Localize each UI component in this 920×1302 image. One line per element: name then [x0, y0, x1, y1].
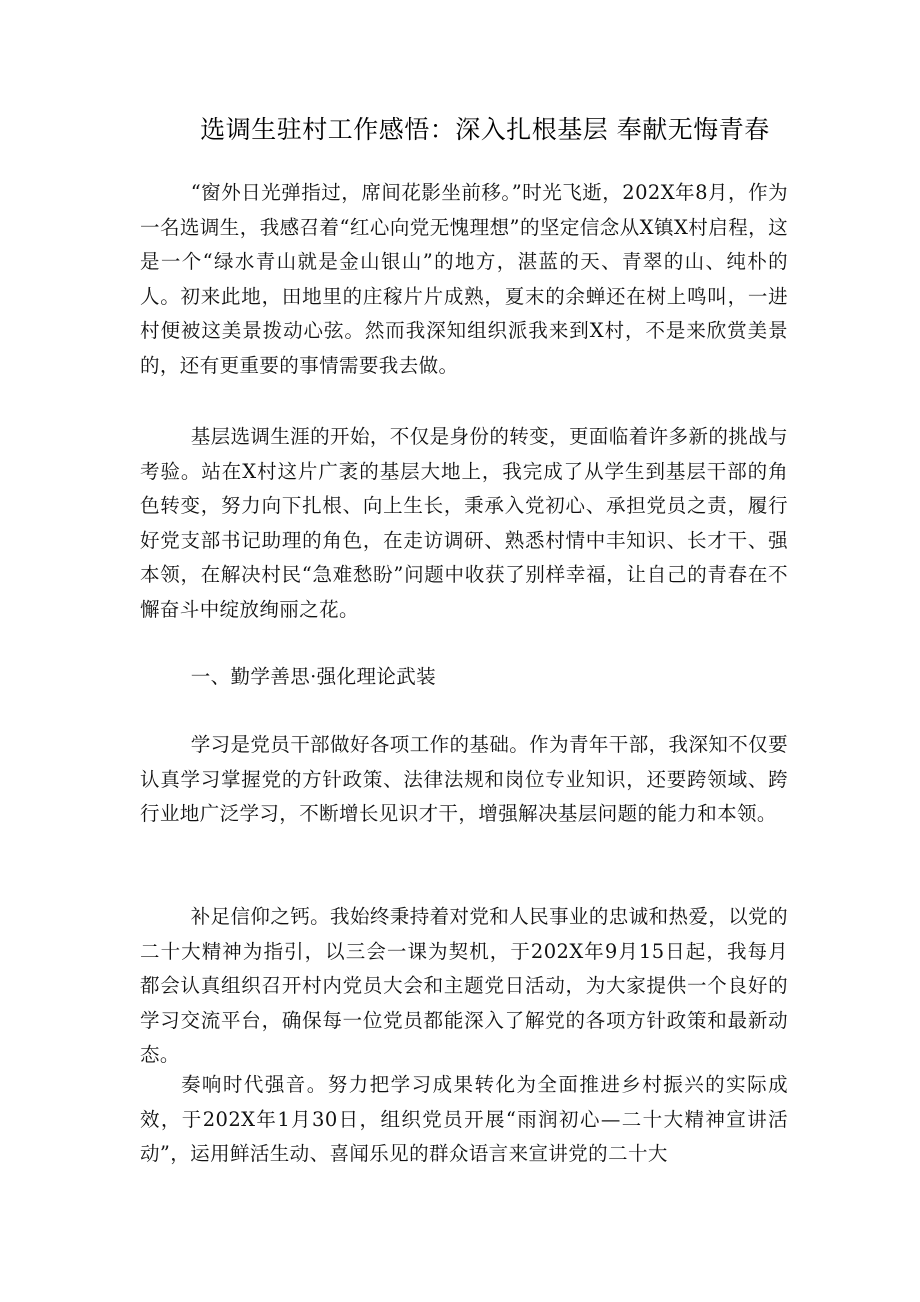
intro-paragraph: “窗外日光弹指过，席间花影坐前移。”时光飞逝，202X年8月，作为一名选调生，我感召着“红心向党无愧理想”的坚定信念从X镇X村启程，这是一个“绿水青山就是金山银山”的地方，湛蓝的天、青翠的山、纯朴的人。初来此地，田地里的庄稼片片成熟，夏末的余蝉还在树上鸣叫，一进村便被这美景拨动心弦。然而我深知组织派我来到X村，不是来欣赏美景的，还有更重要的事情需要我去做。	[140, 181, 788, 377]
section-paragraph: 补足信仰之钙。我始终秉持着对党和人民事业的忠诚和热爱，以党的二十大精神为指引，以三会一课为契机，于202X年9月15日起，我每月都会认真组织召开村内党员大会和主题党日活动，为大家提供一个良好的学习交流平台，确保每一位党员都能深入了解党的各项方针政策和最新动态。	[140, 905, 788, 1066]
section-heading: 一、勤学善思·强化理论武装	[190, 665, 437, 688]
section-paragraph: 奏响时代强音。努力把学习成果转化为全面推进乡村振兴的实际成效，于202X年1月30日，组织党员开展“雨润初心—二十大精神宣讲活动”，运用鲜活生动、喜闻乐见的群众语言来宣讲党的二十大	[140, 1073, 788, 1165]
body-paragraph: 基层选调生涯的开始，不仅是身份的转变，更面临着许多新的挑战与考验。站在X村这片广袤的基层大地上，我完成了从学生到基层干部的角色转变，努力向下扎根、向上生长，秉承入党初心、承担党员之责，履行好党支部书记助理的角色，在走访调研、熟悉村情中丰知识、长才干、强本领，在解决村民“急难愁盼”问题中收获了别样幸福，让自己的青春在不懈奋斗中绽放绚丽之花。	[140, 425, 788, 621]
section-paragraph: 学习是党员干部做好各项工作的基础。作为青年干部，我深知不仅要认真学习掌握党的方针政策、法律法规和岗位专业知识，还要跨领域、跨行业地广泛学习，不断增长见识才干，增强解决基层问题的能力和本领。	[140, 733, 788, 825]
document-title: 选调生驻村工作感悟：深入扎根基层 奉献无悔青春	[200, 115, 770, 144]
